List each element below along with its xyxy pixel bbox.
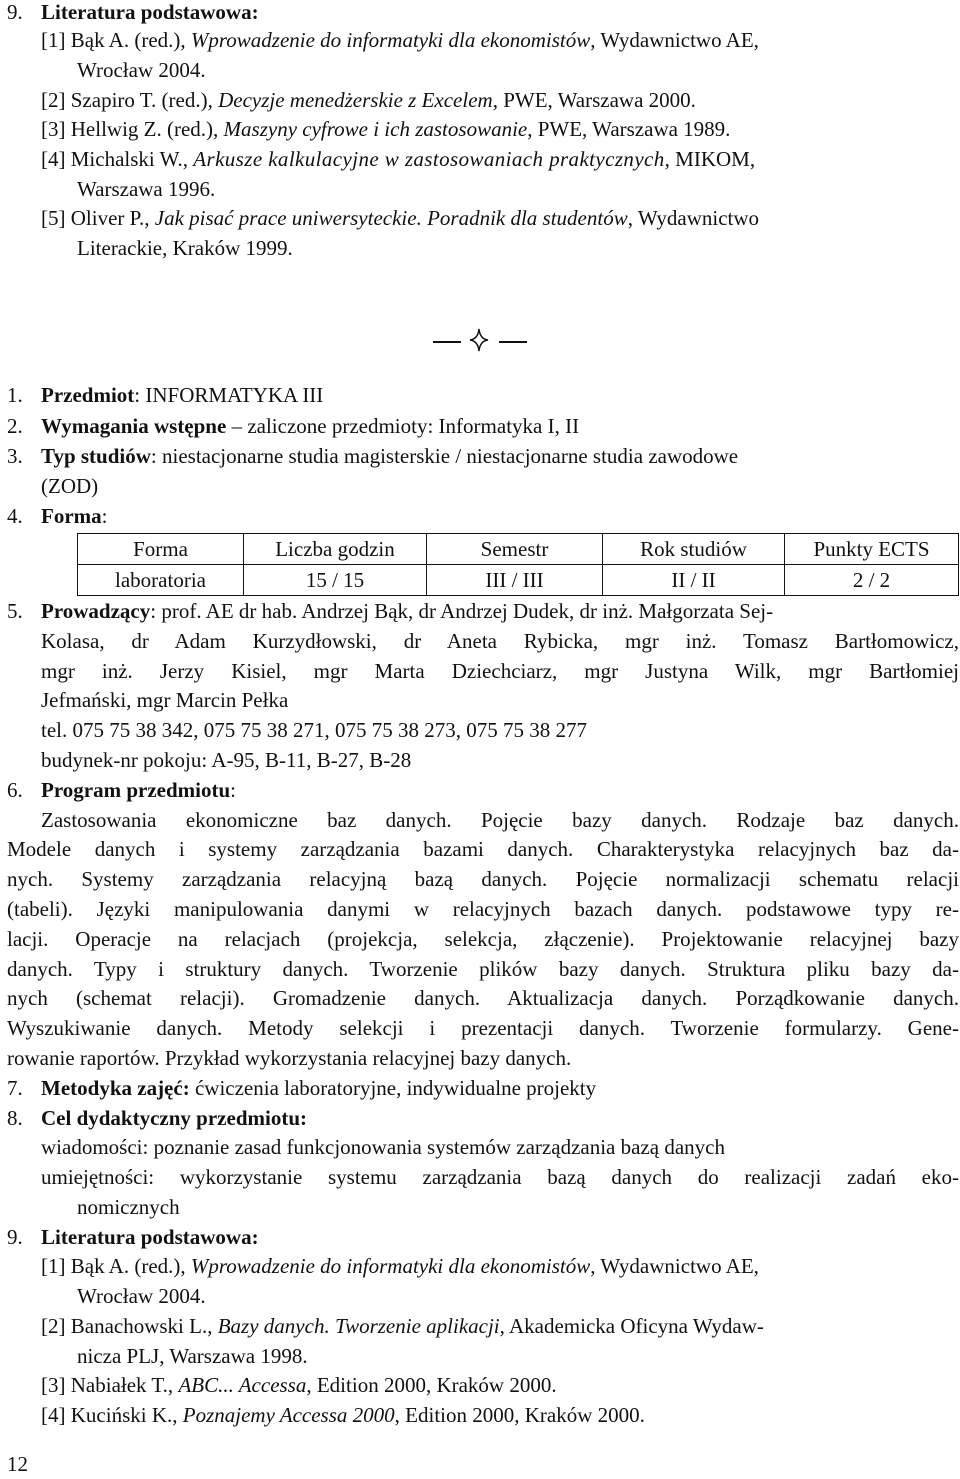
item-number: 6. — [7, 778, 23, 802]
item-number: 1. — [7, 383, 23, 407]
goal-line: nomicznych — [77, 1195, 180, 1219]
program-heading: Program przedmiotu: — [41, 778, 236, 802]
form-heading: Forma: — [41, 504, 108, 528]
reference-item: [3] Nabiałek T., ABC... Accessa, Edition 2000, Kraków 2000. — [41, 1373, 557, 1397]
requirements-line: Wymagania wstępne – zaliczone przedmioty: Informatyka I, II — [41, 414, 580, 438]
program-text-line: Wyszukiwanie danych. Metody selekcji i prezentacji danych. Tworzenie formularzy. Gene- — [7, 1016, 959, 1040]
table-header-row — [78, 534, 959, 565]
table-cell: II / II — [603, 565, 785, 596]
reference-item: [5] Oliver P., Jak pisać prace uniwersyteckie. Poradnik dla studentów, Wydawnictwo — [41, 206, 760, 230]
table-row — [78, 565, 959, 596]
reference-continuation: Wrocław 2004. — [77, 1284, 206, 1308]
room-line: budynek-nr pokoju: A-95, B-11, B-27, B-28 — [41, 748, 412, 772]
table-header-cell: Semestr — [427, 534, 603, 565]
reference-continuation: Literackie, Kraków 1999. — [77, 236, 293, 260]
course-form-table — [77, 533, 959, 596]
reference-item: [2] Banachowski L., Bazy danych. Tworzenie aplikacji, Akademicka Oficyna Wydaw- — [41, 1314, 764, 1338]
item-number: 7. — [7, 1076, 23, 1100]
reference-continuation: nicza PLJ, Warszawa 1998. — [77, 1344, 308, 1368]
diamond-ornament-icon — [466, 325, 492, 355]
reference-item: [4] Michalski W., Arkusze kalkulacyjne w zastosowaniach praktycznych, MIKOM, — [41, 147, 756, 171]
program-text-line: Modele danych i systemy zarządzania bazami danych. Charakterystyka relacyjnych baz da- — [7, 837, 959, 861]
item-number: 3. — [7, 444, 23, 468]
reference-item: [1] Bąk A. (red.), Wprowadzenie do informatyki dla ekonomistów, Wydawnictwo AE, — [41, 28, 759, 52]
item-number: 9. — [7, 1225, 23, 1249]
table-header-cell: Liczba godzin — [244, 534, 427, 565]
table-cell: 15 / 15 — [244, 565, 427, 596]
reference-item: [2] Szapiro T. (red.), Decyzje menedżerskie z Excelem, PWE, Warszawa 2000. — [41, 88, 696, 112]
program-text-line: (tabeli). Języki manipulowania danymi w relacyjnych bazach danych. podstawowe typy re- — [7, 897, 959, 921]
table-header-cell: Punkty ECTS — [785, 534, 959, 565]
table-cell: 2 / 2 — [785, 565, 959, 596]
literature-heading: Literatura podstawowa: — [41, 1225, 259, 1249]
table-header-cell: Forma — [78, 534, 244, 565]
item-number: 8. — [7, 1106, 23, 1130]
section-number: 9. — [7, 0, 23, 24]
reference-item: [4] Kuciński K., Poznajemy Accessa 2000, Edition 2000, Kraków 2000. — [41, 1403, 645, 1427]
reference-item: [1] Bąk A. (red.), Wprowadzenie do informatyki dla ekonomistów, Wydawnictwo AE, — [41, 1254, 759, 1278]
item-number: 5. — [7, 599, 23, 623]
item-number: 2. — [7, 414, 23, 438]
table-header-cell: Rok studiów — [603, 534, 785, 565]
separator-dash-left — [433, 341, 461, 343]
program-text-line: nych. Systemy zarządzania relacyjną bazą danych. Pojęcie normalizacji schematu relacji — [7, 867, 959, 891]
study-type-continuation: (ZOD) — [41, 474, 99, 498]
goal-heading: Cel dydaktyczny przedmiotu: — [41, 1106, 307, 1130]
program-text-line: Zastosowania ekonomiczne baz danych. Pojęcie bazy danych. Rodzaje baz danych. — [41, 808, 959, 832]
table-cell: laboratoria — [78, 565, 244, 596]
reference-continuation: Warszawa 1996. — [77, 177, 216, 201]
page-number: 12 — [7, 1452, 28, 1476]
subject-line: Przedmiot: INFORMATYKA III — [41, 383, 324, 407]
study-type-line: Typ studiów: niestacjonarne studia magisterskie / niestacjonarne studia zawodowe — [41, 444, 739, 468]
phone-line: tel. 075 75 38 342, 075 75 38 271, 075 75 38 273, 075 75 38 277 — [41, 718, 587, 742]
program-text-line: rowanie raportów. Przykład wykorzystania relacyjnej bazy danych. — [7, 1046, 572, 1070]
instructors-line: Kolasa, dr Adam Kurzydłowski, dr Aneta Rybicka, mgr inż. Tomasz Bartłomowicz, — [41, 629, 959, 653]
reference-continuation: Wrocław 2004. — [77, 58, 206, 82]
item-number: 4. — [7, 504, 23, 528]
table-cell: III / III — [427, 565, 603, 596]
reference-item: [3] Hellwig Z. (red.), Maszyny cyfrowe i ich zastosowanie, PWE, Warszawa 1989. — [41, 117, 731, 141]
separator-dash-right — [499, 341, 527, 343]
program-text-line: danych. Typy i struktury danych. Tworzenie plików bazy danych. Struktura pliku bazy da- — [7, 957, 959, 981]
program-text-line: nych (schemat relacji). Gromadzenie danych. Aktualizacja danych. Porządkowanie danych. — [7, 986, 959, 1010]
instructors-line: Prowadzący: prof. AE dr hab. Andrzej Bąk, dr Andrzej Dudek, dr inż. Małgorzata Sej- — [41, 599, 774, 623]
goal-line: umiejętności: wykorzystanie systemu zarządzania bazą danych do realizacji zadań eko- — [41, 1165, 959, 1189]
section-heading: Literatura podstawowa: — [41, 0, 259, 24]
instructors-line: Jefmański, mgr Marcin Pełka — [41, 688, 289, 712]
program-text-line: lacji. Operacje na relacjach (projekcja, selekcja, złączenie). Projektowanie relacyjnej bazy — [7, 927, 959, 951]
methods-line: Metodyka zajęć: ćwiczenia laboratoryjne, indywidualne projekty — [41, 1076, 597, 1100]
instructors-line: mgr inż. Jerzy Kisiel, mgr Marta Dziechciarz, mgr Justyna Wilk, mgr Bartłomiej — [41, 659, 959, 683]
goal-line: wiadomości: poznanie zasad funkcjonowania systemów zarządzania bazą danych — [41, 1135, 725, 1159]
